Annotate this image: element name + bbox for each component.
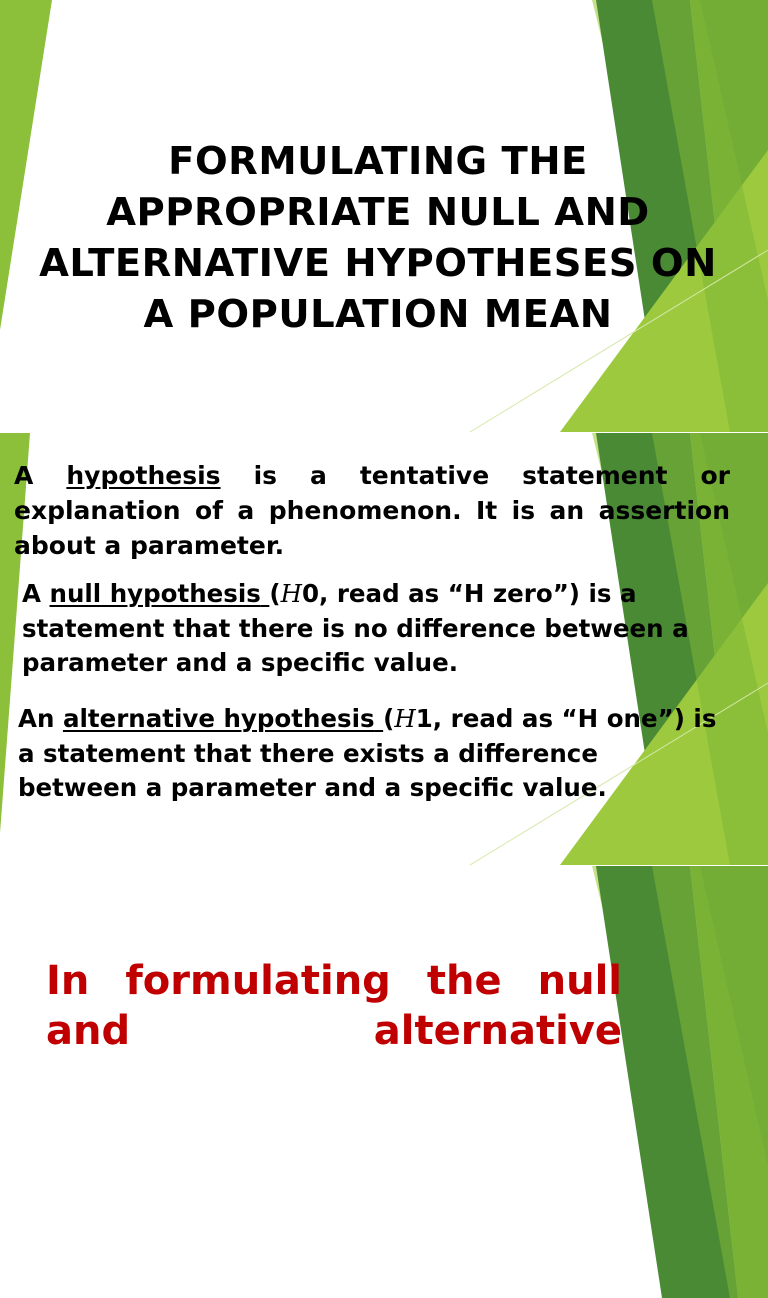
null-hypothesis-definition <box>22 577 722 681</box>
definition-text: , read as “H zero”) is a statement that there is no difference between a parameter and a specific value. <box>22 579 689 677</box>
definition-text: is a tentative statement or explanation of a phenomenon. It is an assertion about a parameter. <box>14 461 730 560</box>
term-null-hypothesis: null hypothesis <box>49 579 261 608</box>
term-alternative-hypothesis: alternative hypothesis <box>62 704 375 733</box>
symbol-h: H <box>394 704 416 733</box>
hypothesis-definition <box>14 458 730 563</box>
symbol-h: H <box>280 579 302 608</box>
green-decorative-shapes <box>0 866 768 1298</box>
symbol-subscript: 1 <box>415 704 433 733</box>
alternative-hypothesis-definition <box>18 702 718 806</box>
open-paren: ( <box>383 704 395 733</box>
symbol-subscript: 0 <box>301 579 319 608</box>
open-paren: ( <box>269 579 281 608</box>
slide-title: FORMULATING THE APPROPRIATE NULL AND ALTERNATIVE HYPOTHESES ON A POPULATION MEAN <box>39 139 717 337</box>
article: A <box>22 579 41 608</box>
definitions-slide <box>0 433 768 865</box>
definition-text: , read as “H one”) is a statement that there exists a difference between a parameter and a specific value. <box>18 704 717 802</box>
term-hypothesis: hypothesis <box>66 461 221 490</box>
title-slide <box>0 0 768 432</box>
slide-heading: In formulating the null and alternative <box>46 958 622 1054</box>
formulating-slide <box>0 866 768 1054</box>
article: A <box>14 461 34 490</box>
article: An <box>18 704 55 733</box>
